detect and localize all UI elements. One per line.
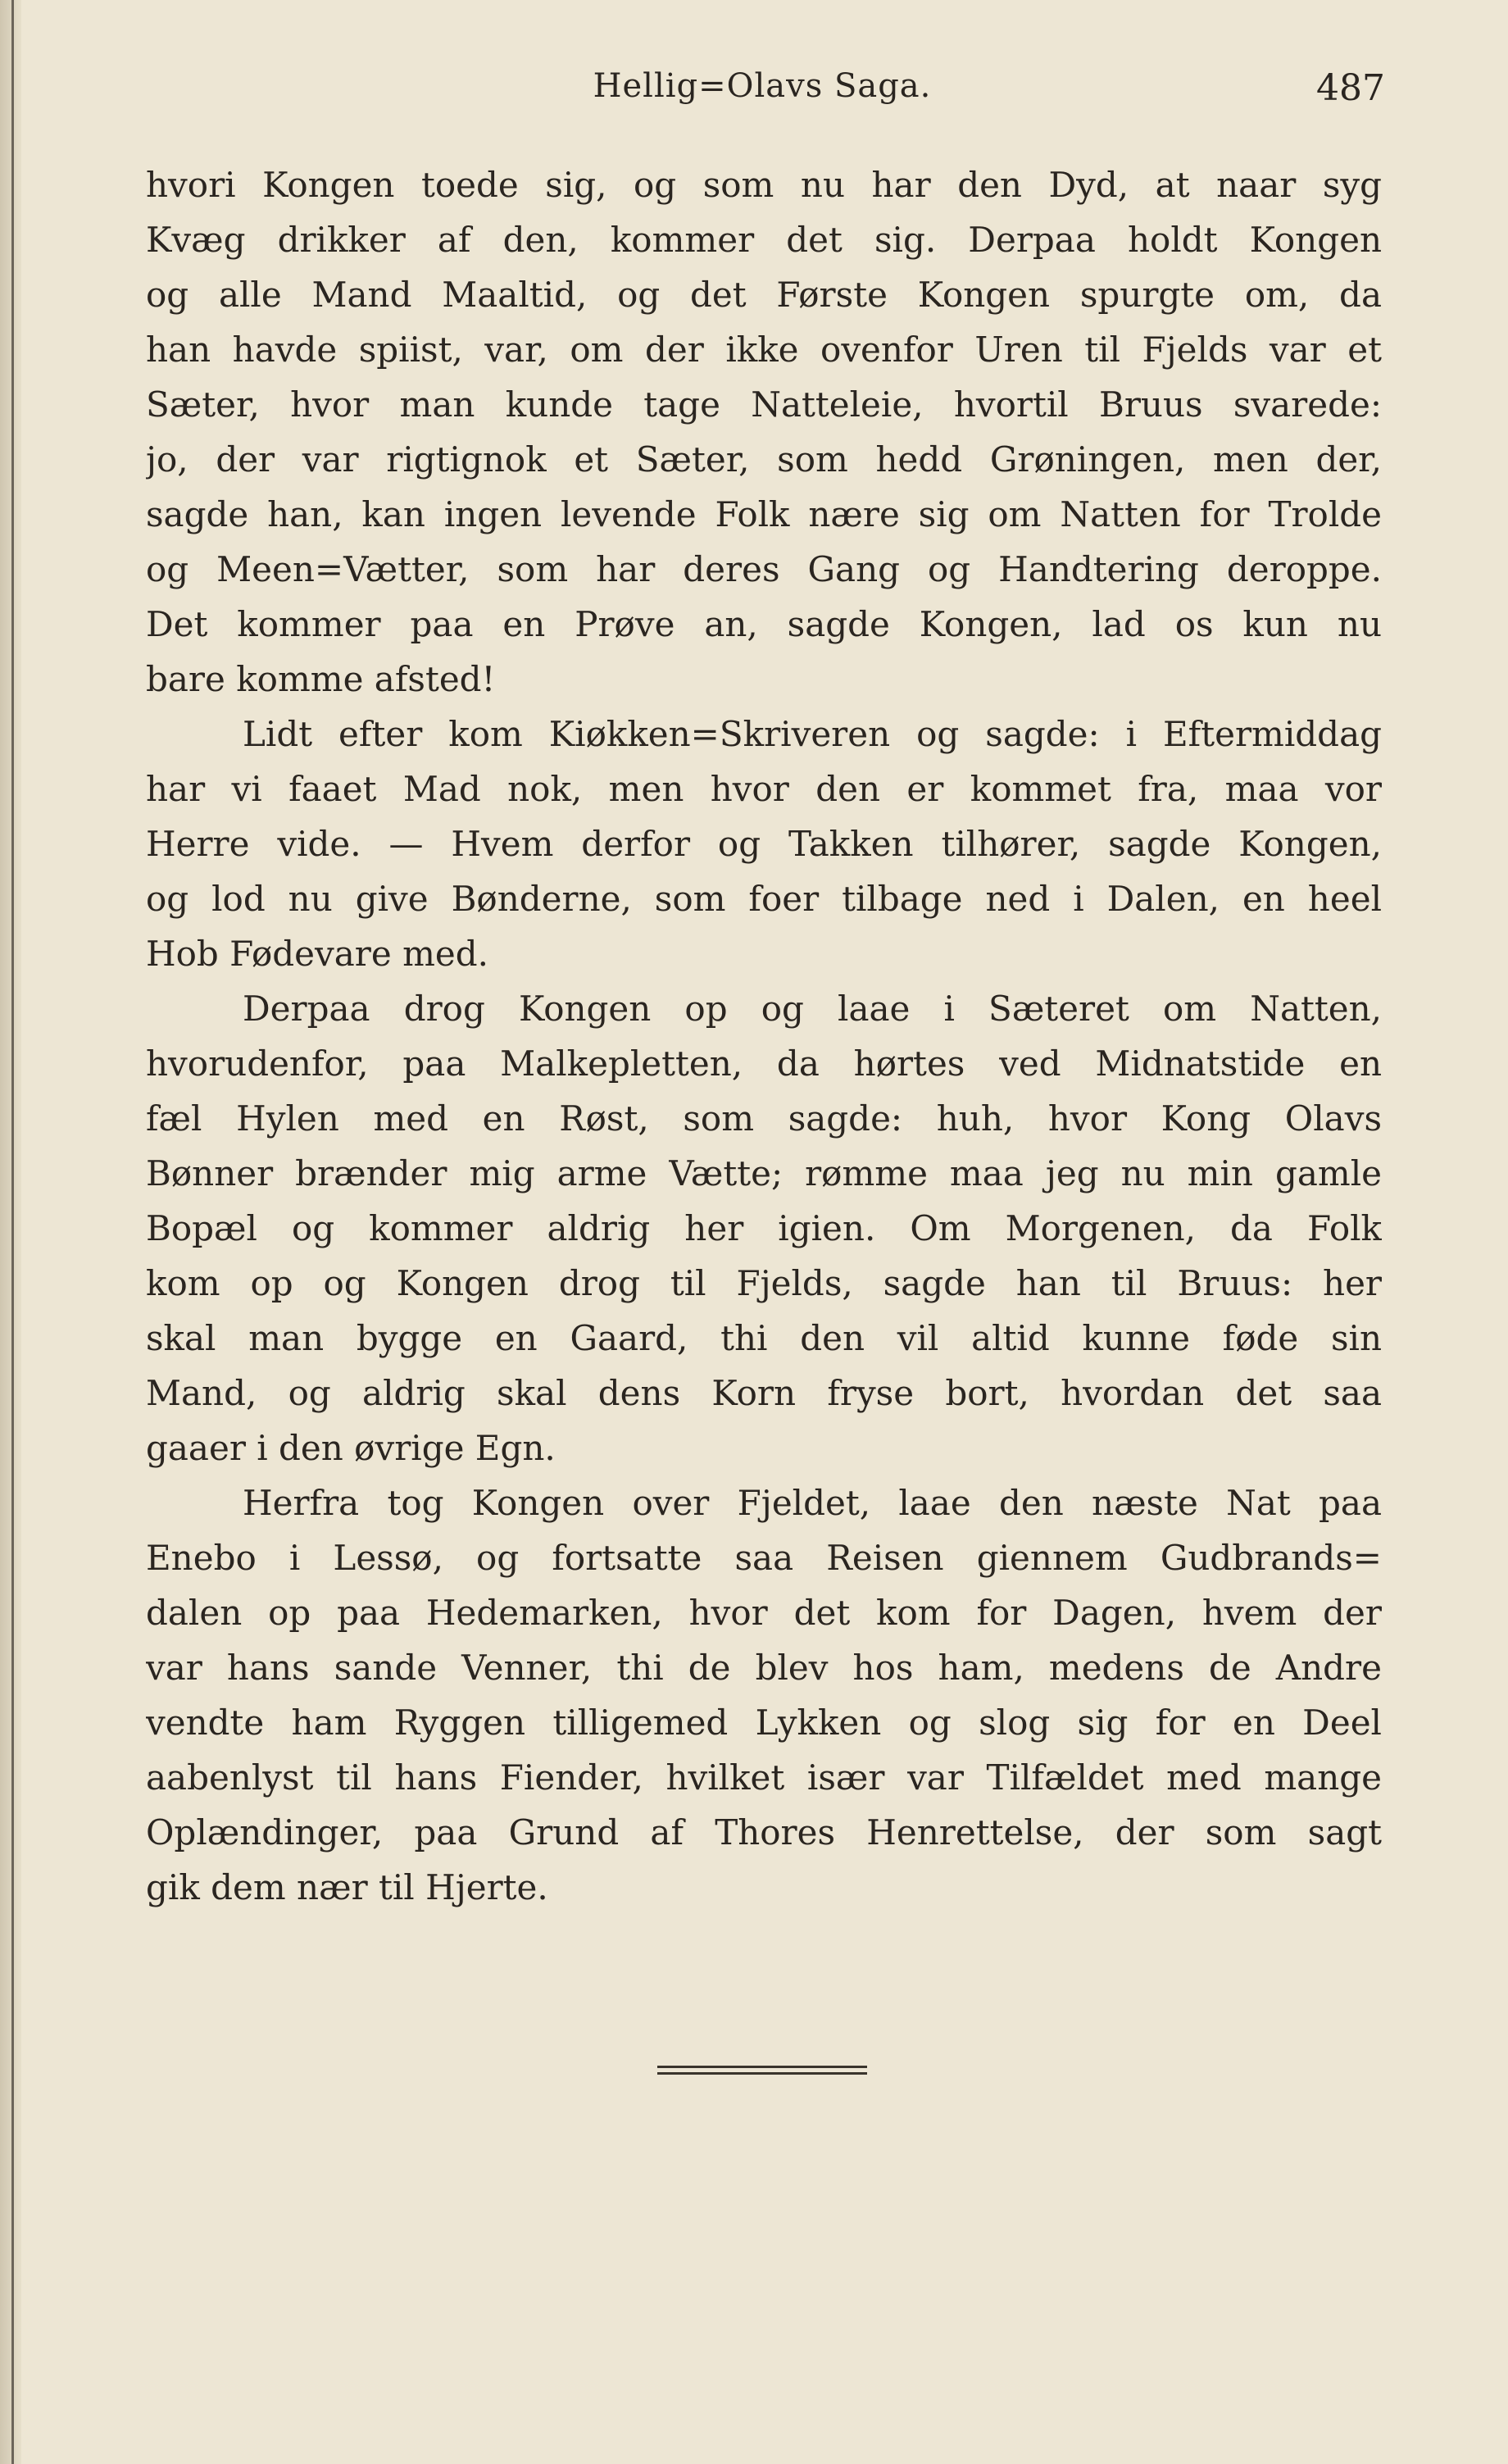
text-line: og Meen=Vætter, som har deres Gang og Handtering deroppe. <box>146 549 1382 589</box>
text-line: sagde han, kan ingen levende Folk nære sig om Natten for Trolde <box>146 494 1382 534</box>
page-header <box>139 67 1385 116</box>
text-line: og lod nu give Bønderne, som foer tilbage ned i Dalen, en heel <box>146 879 1382 919</box>
text-line: Lidt efter kom Kiøkken=Skriveren og sagde: i Eftermiddag <box>243 714 1382 754</box>
text-line: gik dem nær til Hjerte. <box>146 1867 548 1907</box>
text-line: skal man bygge en Gaard, thi den vil altid kunne føde sin <box>146 1318 1382 1358</box>
page-fold-line <box>11 0 14 2464</box>
text-line: aabenlyst til hans Fiender, hvilket især var Tilfældet med mange <box>146 1757 1382 1798</box>
text-line: Hob Fødevare med. <box>146 934 488 974</box>
text-line: Bønner brænder mig arme Vætte; rømme maa jeg nu min gamle <box>146 1153 1382 1193</box>
text-line: gaaer i den øvrige Egn. <box>146 1428 556 1468</box>
text-line: dalen op paa Hedemarken, hvor det kom for Dagen, hvem der <box>146 1593 1382 1633</box>
text-line: jo, der var rigtignok et Sæter, som hedd Grøningen, men der, <box>146 439 1382 480</box>
text-line: Herre vide. — Hvem derfor og Takken tilhører, sagde Kongen, <box>146 824 1382 864</box>
page-number: 487 <box>1316 67 1385 109</box>
text-line: hvori Kongen toede sig, og som nu har den Dyd, at naar syg <box>146 165 1382 205</box>
text-line: Derpaa drog Kongen op og laae i Sæteret om Natten, <box>243 989 1382 1029</box>
text-line: Bopæl og kommer aldrig her igien. Om Morgenen, da Folk <box>146 1208 1382 1248</box>
text-line: Enebo i Lessø, og fortsatte saa Reisen giennem Gudbrands= <box>146 1538 1382 1578</box>
paragraph-3 <box>146 981 1382 1475</box>
running-title: Hellig=Olavs Saga. <box>593 67 932 105</box>
text-line: Herfra tog Kongen over Fjeldet, laae den næste Nat paa <box>243 1483 1382 1523</box>
page-gutter-shadow <box>0 0 21 2464</box>
paragraph-4 <box>146 1475 1382 1915</box>
paragraph-2 <box>146 707 1382 981</box>
text-line: Oplændinger, paa Grund af Thores Henrettelse, der som sagt <box>146 1812 1382 1853</box>
text-line: har vi faaet Mad nok, men hvor den er kommet fra, maa vor <box>146 769 1382 809</box>
body-text <box>146 157 1382 1915</box>
text-line: Mand, og aldrig skal dens Korn frysе bort, hvordan det saa <box>146 1373 1382 1413</box>
paragraph-1 <box>146 157 1382 707</box>
text-line: han havde spiist, var, om der ikke ovenfor Uren til Fjelds var et <box>146 330 1382 370</box>
text-line: Kvæg drikker af den, kommer det sig. Derpaa holdt Kongen <box>146 220 1382 260</box>
end-ornament-rule <box>657 2066 867 2075</box>
text-line: fæl Hylen med en Røst, som sagde: huh, hvor Kong Olavs <box>146 1098 1382 1139</box>
text-line: vendte ham Ryggen tilligemed Lykken og slog sig for en Deel <box>146 1703 1382 1743</box>
text-line: var hans sande Venner, thi de blev hos ham, medens de Andre <box>146 1648 1382 1688</box>
text-line: Sæter, hvor man kunde tage Natteleie, hvortil Bruus svarede: <box>146 384 1382 425</box>
text-line: og alle Mand Maaltid, og det Første Kongen spurgte om, da <box>146 275 1382 315</box>
text-line: Det kommer paa en Prøve an, sagde Kongen, lad os kun nu <box>146 604 1382 644</box>
text-line: bare komme afsted! <box>146 659 496 699</box>
text-line: hvorudenfor, paa Malkepletten, da hørtes ved Midnatstide en <box>146 1043 1382 1084</box>
text-line: kom op og Kongen drog til Fjelds, sagde han til Bruus: her <box>146 1263 1382 1303</box>
